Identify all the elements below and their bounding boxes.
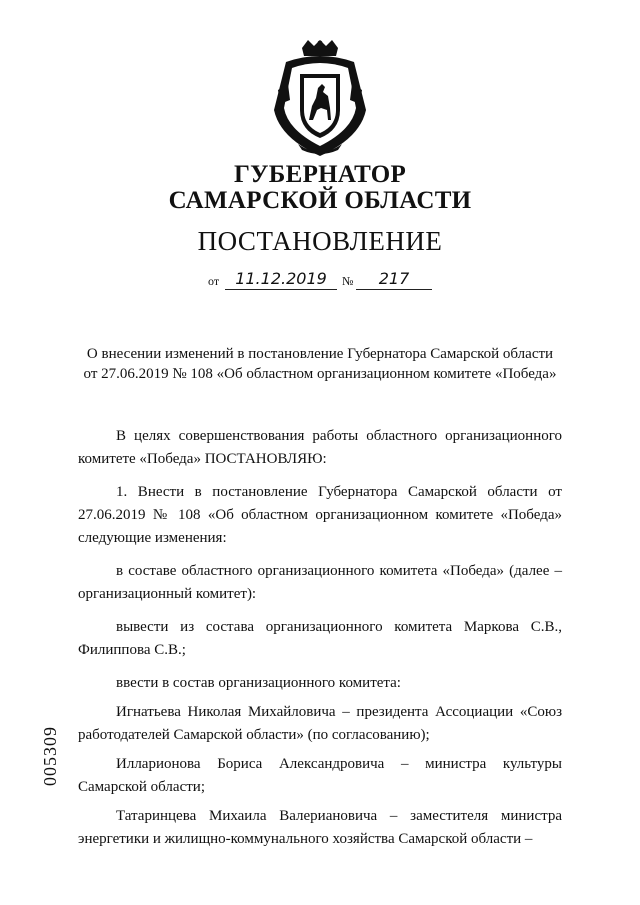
paragraph-add-members: ввести в состав организационного комитета: <box>116 675 401 691</box>
number-value: 217 <box>356 269 432 290</box>
subject-line-1: О внесении изменений в постановление Губернатора Самарской области <box>86 346 554 362</box>
registration-stamp-number: 005309 <box>40 726 60 786</box>
samara-coat-of-arms-icon <box>268 40 372 158</box>
authority-title-line-1: ГУБЕРНАТОР <box>233 161 407 188</box>
paragraph-member-tatarintsev: Татаринцева Михаила Валериановича – заместителя министра энергетики и жилищно-коммунального хозяйства Самарской области – <box>78 808 562 847</box>
paragraph-remove-members: вывести из состава организационного комитета Маркова С.В., Филиппова С.В.; <box>78 619 562 658</box>
authority-title-line-2: САМАРСКОЙ ОБЛАСТИ <box>168 187 472 214</box>
paragraph-purpose: В целях совершенствования работы областного организационного комитете «Победа» ПОСТАНОВЛЯЮ: <box>78 428 562 467</box>
paragraph-composition: в составе областного организационного комитета «Победа» (далее – организационный комитет): <box>78 563 562 602</box>
subject-line-2: от 27.06.2019 № 108 «Об областном организационном комитете «Победа» <box>83 366 557 382</box>
paragraph-item-1: 1. Внести в постановление Губернатора Самарской области от 27.06.2019 № 108 «Об областном организационном комитете «Победа» следующие изменения: <box>78 484 562 546</box>
paragraph-member-illarionov: Илларионова Бориса Александровича – министра культуры Самарской области; <box>78 756 562 795</box>
date-label: от <box>208 274 220 288</box>
date-value: 11.12.2019 <box>225 269 337 290</box>
document-body <box>78 425 562 857</box>
date-number-row <box>208 268 438 292</box>
paragraph-member-ignatyev: Игнатьева Николая Михайловича – президента Ассоциации «Союз работодателей Самарской области» (по согласованию); <box>78 704 562 743</box>
number-label: № <box>342 274 354 288</box>
document-type-title: ПОСТАНОВЛЕНИЕ <box>197 226 443 256</box>
